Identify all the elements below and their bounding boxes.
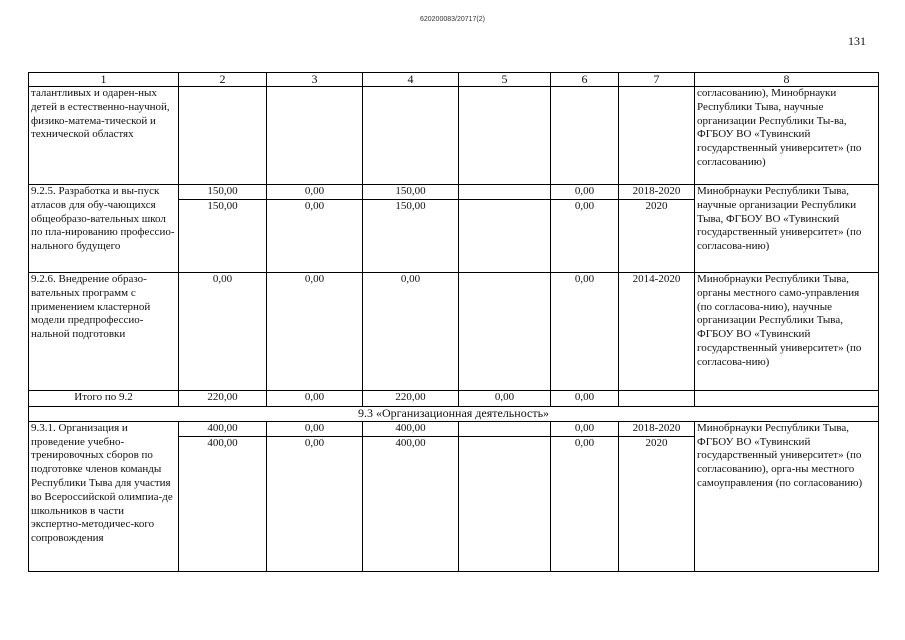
value-cell: 0,00	[179, 273, 267, 391]
executor-cell: Минобрнауки Республики Тыва, органы местного само-управления (по согласова-нию), научные организации Республики Тыва, ФГБОУ ВО «Тувинский государственный университет» (по согласова-нию)	[695, 273, 879, 391]
col-header: 7	[619, 73, 695, 87]
value-year: 0,00	[304, 436, 325, 449]
empty-cell	[459, 87, 551, 185]
total-value: 0,00	[551, 391, 619, 407]
value-total: 0,00	[551, 185, 618, 200]
table-row-continuation	[29, 87, 879, 185]
value-year: 150,00	[207, 199, 238, 212]
period-cell: 2014-2020	[619, 273, 695, 391]
value-total	[459, 422, 550, 437]
measure-cell: 9.2.5. Разработка и вы-пуск атласов для обу-чающихся общеобразо-вательных школ по пла-нированию профессио-нального будущего	[29, 185, 179, 273]
value-total: 0,00	[267, 185, 362, 200]
empty-cell	[619, 87, 695, 185]
measure-cell: талантливых и одарен-ных детей в естественно-научной, физико-матема-тической и технической областях	[29, 87, 179, 185]
measure-cell: 9.2.6. Внедрение образо-вательных программ с применением кластерной модели предпрофессио-нальной подготовки	[29, 273, 179, 391]
value-cell	[363, 185, 459, 273]
total-value: 220,00	[363, 391, 459, 407]
executor-cell: согласованию), Минобрнауки Республики Тыва, научные организации Республики Ты-ва, ФГБОУ ВО «Тувинский государственный университет» (по согласованию)	[695, 87, 879, 185]
value-cell: 0,00	[267, 273, 363, 391]
value-total: 400,00	[179, 422, 266, 437]
program-table	[28, 72, 879, 572]
table-row-9-2-6	[29, 273, 879, 391]
col-header: 6	[551, 73, 619, 87]
page-number: 131	[848, 34, 866, 48]
period-cell	[619, 185, 695, 273]
value-year: 400,00	[207, 436, 238, 449]
total-value: 0,00	[459, 391, 551, 407]
table-row-9-2-5	[29, 185, 879, 273]
measure-cell: 9.3.1. Организация и проведение учебно-тренировочных сборов по подготовке членов команды Республики Тыва для участия во Всероссийской олимпиа-де школьников в части экспертно-методичес-кого сопровождения	[29, 421, 179, 571]
period-year: 2020	[645, 436, 668, 449]
value-cell	[179, 421, 267, 571]
value-cell: 0,00	[363, 273, 459, 391]
total-value: 0,00	[267, 391, 363, 407]
total-label: Итого по 9.2	[29, 391, 179, 407]
table-row-9-3-1	[29, 421, 879, 571]
header-row	[29, 73, 879, 87]
value-cell	[551, 185, 619, 273]
value-cell	[459, 185, 551, 273]
period-total: 2018-2020	[619, 422, 694, 437]
value-total: 400,00	[363, 422, 458, 437]
value-year: 0,00	[574, 199, 595, 212]
value-year: 400,00	[395, 436, 426, 449]
value-cell	[459, 273, 551, 391]
col-header: 1	[29, 73, 179, 87]
col-header: 4	[363, 73, 459, 87]
total-period	[619, 391, 695, 407]
value-cell	[267, 421, 363, 571]
value-year: 0,00	[574, 436, 595, 449]
document-id: 620200083/20717(2)	[419, 16, 485, 23]
value-year: 150,00	[395, 199, 426, 212]
empty-cell	[363, 87, 459, 185]
value-total	[459, 185, 550, 200]
value-cell	[267, 185, 363, 273]
value-total: 150,00	[363, 185, 458, 200]
executor-cell: Минобрнауки Республики Тыва, научные организации Республики Тыва, ФГБОУ ВО «Тувинский государственный университет» (по согласова-нию)	[695, 185, 879, 273]
col-header: 5	[459, 73, 551, 87]
value-cell	[179, 185, 267, 273]
period-cell	[619, 421, 695, 571]
empty-cell	[267, 87, 363, 185]
col-header: 8	[695, 73, 879, 87]
period-year: 2020	[645, 199, 668, 212]
empty-cell	[179, 87, 267, 185]
value-total: 0,00	[267, 422, 362, 437]
table-row-total-9-2	[29, 391, 879, 407]
total-executor	[695, 391, 879, 407]
col-header: 2	[179, 73, 267, 87]
value-cell	[459, 421, 551, 571]
value-year: 0,00	[304, 199, 325, 212]
value-total: 150,00	[179, 185, 266, 200]
period-total: 2018-2020	[619, 185, 694, 200]
value-cell: 0,00	[551, 273, 619, 391]
empty-cell	[551, 87, 619, 185]
value-total: 0,00	[551, 422, 618, 437]
value-cell	[551, 421, 619, 571]
section-row-9-3	[29, 407, 879, 422]
section-title: 9.3 «Организационная деятельность»	[29, 407, 879, 422]
total-value: 220,00	[179, 391, 267, 407]
col-header: 3	[267, 73, 363, 87]
executor-cell: Минобрнауки Республики Тыва, ФГБОУ ВО «Тувинский государственный университет» (по согласованию), орга-ны местного самоуправления (по согласованию)	[695, 421, 879, 571]
value-cell	[363, 421, 459, 571]
